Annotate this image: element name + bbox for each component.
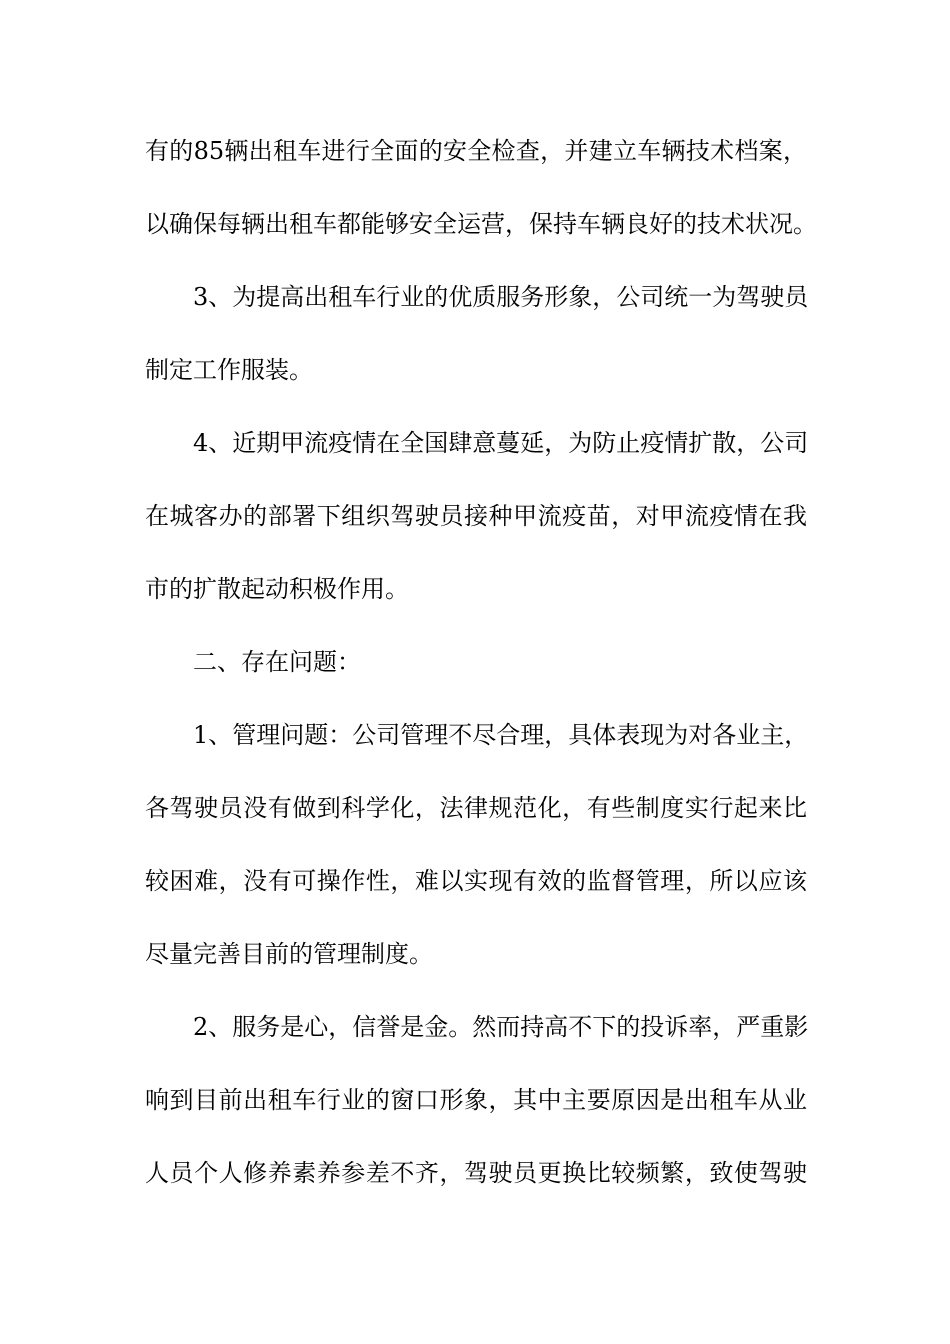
text-line: 响到目前出租车行业的窗口形象，其中主要原因是出租车从业 — [145, 1086, 807, 1114]
text-line: 人员个人修养素养参差不齐，驾驶员更换比较频繁，致使驾驶 — [145, 1159, 807, 1187]
text-line: 制定工作服装。 — [145, 356, 313, 384]
paragraph-first-line: 1、管理问题：公司管理不尽合理，具体表现为对各业主， — [193, 721, 809, 749]
text-line: 以确保每辆出租车都能够安全运营，保持车辆良好的技术状况。 — [145, 210, 817, 238]
text-line: 尽量完善目前的管理制度。 — [145, 940, 433, 968]
paragraph-first-line: 2、服务是心，信誉是金。然而持高不下的投诉率，严重影 — [193, 1013, 809, 1041]
text-line: 有的85辆出租车进行全面的安全检查，并建立车辆技术档案， — [145, 137, 807, 165]
paragraph-first-line: 3、为提高出租车行业的优质服务形象，公司统一为驾驶员 — [193, 283, 809, 311]
text-line: 较困难，没有可操作性，难以实现有效的监督管理，所以应该 — [145, 867, 807, 895]
text-line: 在城客办的部署下组织驾驶员接种甲流疫苗，对甲流疫情在我 — [145, 502, 807, 530]
text-line: 各驾驶员没有做到科学化，法律规范化，有些制度实行起来比 — [145, 794, 807, 822]
paragraph-first-line: 4、近期甲流疫情在全国肆意蔓延，为防止疫情扩散，公司 — [193, 429, 809, 457]
section-heading: 二、存在问题： — [193, 648, 361, 676]
text-line: 市的扩散起动积极作用。 — [145, 575, 409, 603]
document-body — [145, 125, 817, 1220]
